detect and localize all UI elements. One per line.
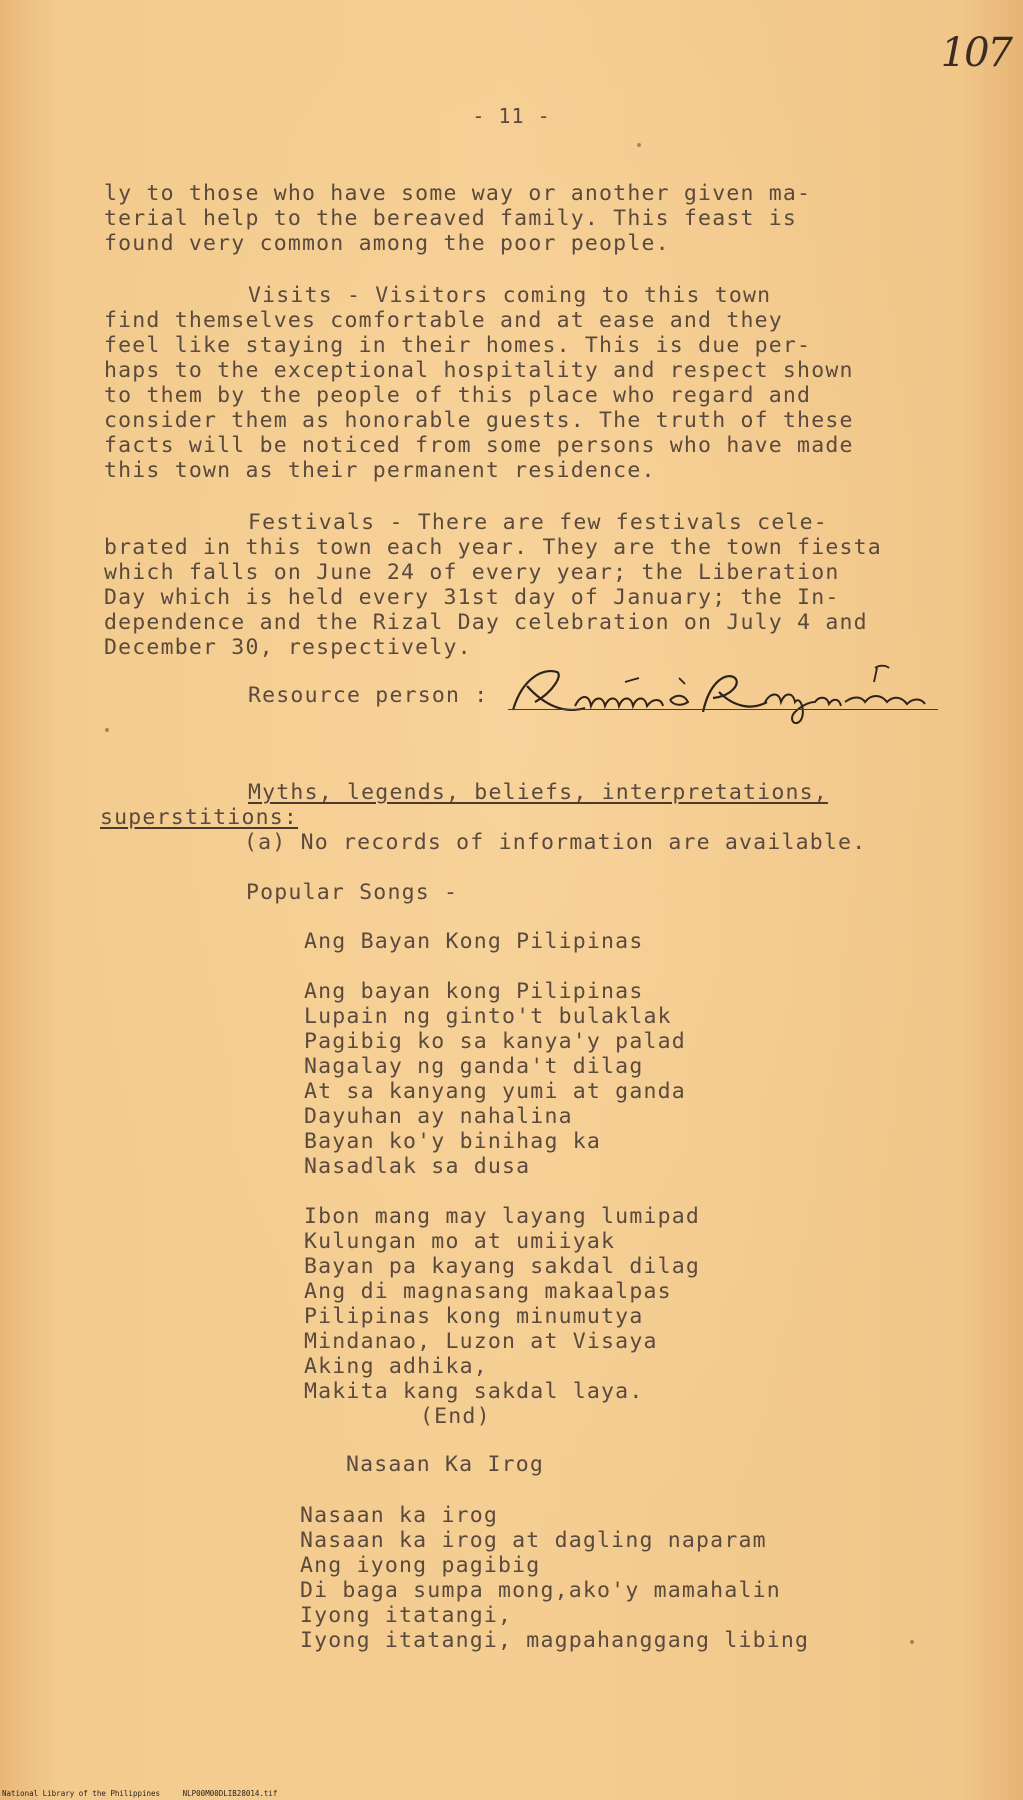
lyric-line: Bayan pa kayang sakdal dilag [304,1254,701,1279]
lyric-line: Ang iyong pagibig [300,1553,541,1578]
section-heading: Popular Songs - [246,880,459,905]
text-line: find themselves comfortable and at ease and they [104,308,783,333]
lyric-line: Nasaan ka irog at dagling naparam [300,1528,767,1553]
lyric-line: Dayuhan ay nahalina [304,1104,573,1129]
lyric-line: Nasadlak sa dusa [304,1154,531,1179]
text-line: Festivals - There are few festivals cele- [248,510,828,535]
text-line: Visits - Visitors coming to this town [248,283,772,308]
text-line: Day which is held every 31st day of January; the In- [104,585,840,610]
paper-speck [910,1640,914,1644]
lyric-line: Ibon mang may layang lumipad [304,1204,701,1229]
text-line: this town as their permanent residence. [104,458,656,483]
text-line: (a) No records of information are available. [244,830,867,855]
text-line: terial help to the bereaved family. This feast is [104,206,798,231]
lyric-line: Pagibig ko sa kanya'y palad [304,1029,686,1054]
text-line: December 30, respectively. [104,635,472,660]
signature-image [505,662,950,724]
lyric-line: Di baga sumpa mong,ako'y mamahalin [300,1578,781,1603]
text-line: facts will be noticed from some persons who have made [104,433,854,458]
text-line: found very common among the poor people. [104,231,670,256]
lyric-line: Mindanao, Luzon at Visaya [304,1329,658,1354]
section-heading: Myths, legends, beliefs, interpretations, [248,780,828,805]
lyric-line: Bayan ko'y binihag ka [304,1129,602,1154]
resource-person-label: Resource person : [248,683,489,708]
scan-footer: National Library of the Philippines NLP00M00DLIB28014.tif [2,1789,278,1798]
lyric-line: Kulungan mo at umiiyak [304,1229,616,1254]
paper-speck [105,728,109,732]
lyric-line: Pilipinas kong minumutya [304,1304,644,1329]
page-number: - 11 - [472,104,551,128]
lyric-line: Iyong itatangi, [300,1603,513,1628]
lyric-line: Aking adhika, [304,1354,488,1379]
lyric-line: Iyong itatangi, magpahanggang libing [300,1628,810,1653]
lyric-line: Ang bayan kong Pilipinas [304,979,644,1004]
text-line: consider them as honorable guests. The truth of these [104,408,854,433]
text-line: ly to those who have some way or another given ma- [104,181,812,206]
lyric-line: Makita kang sakdal laya. [304,1379,644,1404]
signature-line [508,709,938,710]
song-title: Ang Bayan Kong Pilipinas [304,929,644,954]
text-line: haps to the exceptional hospitality and respect shown [104,358,854,383]
lyric-line: Nagalay ng ganda't dilag [304,1054,644,1079]
text-line: brated in this town each year. They are the town fiesta [104,535,882,560]
lyric-line: Nasaan ka irog [300,1503,499,1528]
lyric-line: At sa kanyang yumi at ganda [304,1079,686,1104]
paper-speck [637,143,641,147]
text-line: which falls on June 24 of every year; the Liberation [104,560,840,585]
section-heading: superstitions: [100,805,299,830]
song-title: Nasaan Ka Irog [346,1452,545,1477]
text-line: feel like staying in their homes. This is due per- [104,333,812,358]
song-end-marker: (End) [420,1404,491,1429]
text-line: to them by the people of this place who regard and [104,383,812,408]
lyric-line: Ang di magnasang makaalpas [304,1279,672,1304]
text-line: dependence and the Rizal Day celebration on July 4 and [104,610,868,635]
folio-number: 107 [940,30,1011,76]
lyric-line: Lupain ng ginto't bulaklak [304,1004,672,1029]
